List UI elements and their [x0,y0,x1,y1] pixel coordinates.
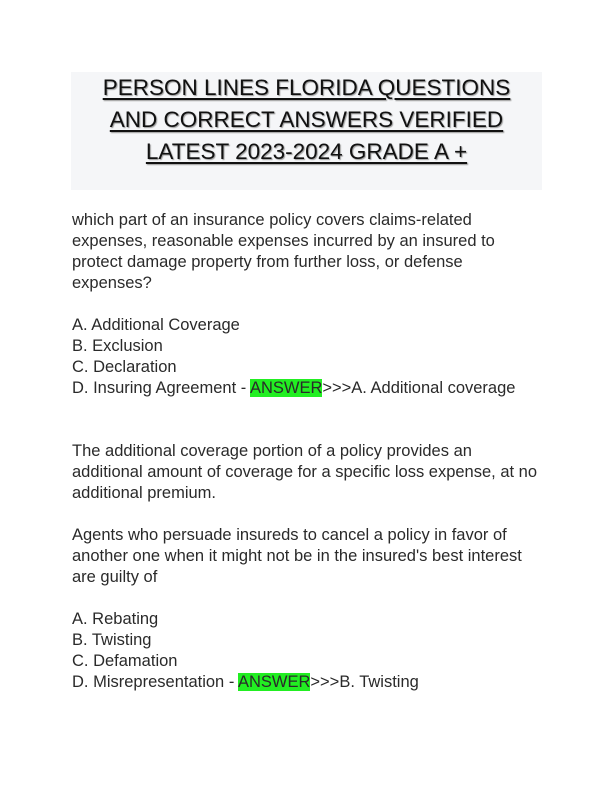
document-body [72,210,547,693]
answer-highlight: ANSWER [237,673,311,691]
option: D. Insuring Agreement - [72,379,250,397]
option: B. Twisting [72,631,152,649]
option-answer-line [72,378,547,399]
title-line: PERSON LINES FLORIDA QUESTIONS [102,75,511,100]
option: B. Exclusion [72,337,163,355]
option: C. Defamation [72,652,178,670]
question-2: Agents who persuade insureds to cancel a policy in favor of another one when it might not be in the insured's best interest are guilty of [72,526,522,586]
document-title [71,72,542,168]
option: C. Declaration [72,358,177,376]
title-box [71,72,542,190]
answer-text: >>>B. Twisting [310,673,419,691]
option: D. Misrepresentation - [72,673,238,691]
title-line: AND CORRECT ANSWERS VERIFIED [109,107,504,132]
answer-text: >>>A. Additional coverage [322,379,516,397]
option: A. Additional Coverage [72,316,240,334]
explanation: The additional coverage portion of a policy provides an additional amount of coverage for a specific loss expense, at no additional premium. [72,442,538,502]
option-answer-line [72,672,547,693]
option: A. Rebating [72,610,159,628]
answer-highlight: ANSWER [249,379,323,397]
title-line: LATEST 2023-2024 GRADE A + [145,139,468,164]
question-1: which part of an insurance policy covers claims-related expenses, reasonable expenses incurred by an insured to protect damage property from further loss, or defense expenses? [72,211,495,292]
